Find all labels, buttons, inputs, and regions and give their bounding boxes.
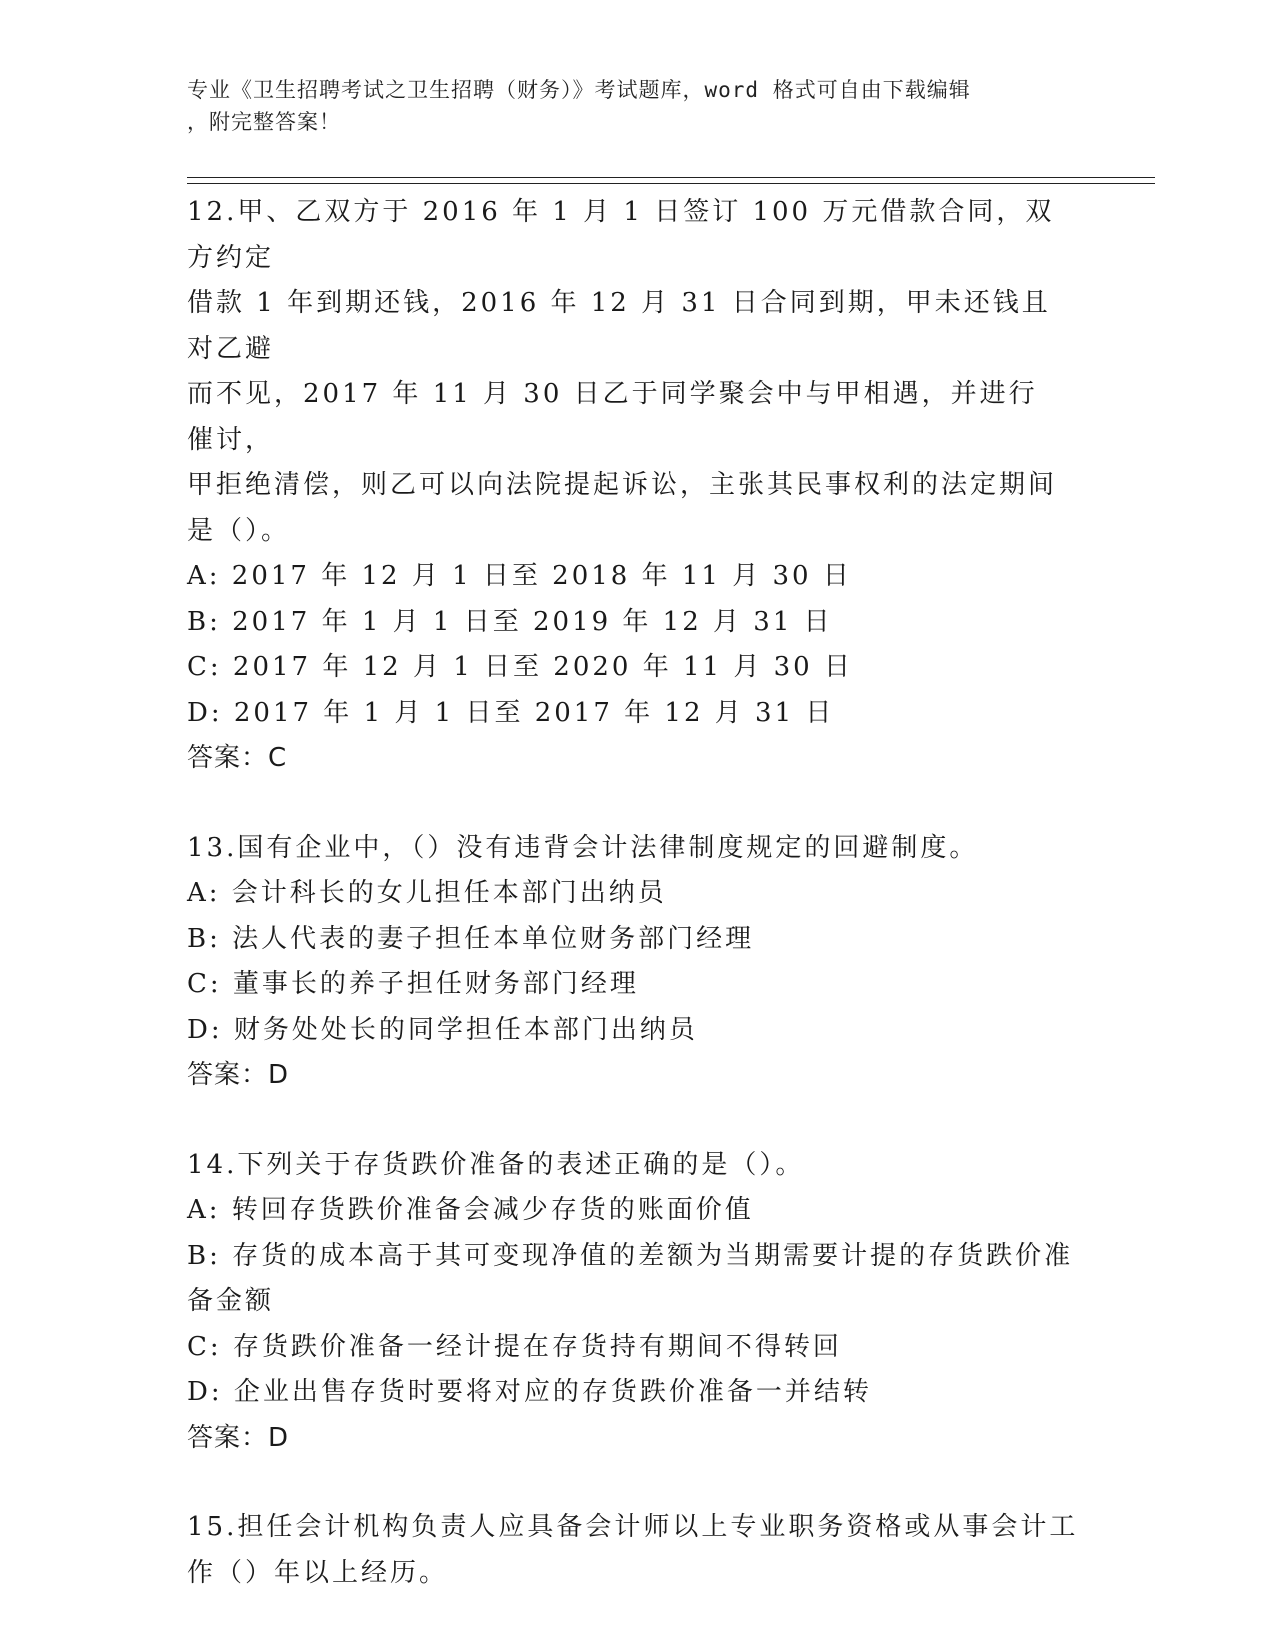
question-14-answer: 答案：D: [187, 1422, 290, 1453]
question-12-stem-line-2: 借款 1 年到期还钱，2016 年 12 月 31 日合同到期，甲未还钱且对乙避: [187, 288, 1051, 364]
question-14: [187, 1143, 1087, 1462]
question-12-option-a: A: 2017 年 12 月 1 日至 2018 年 11 月 30 日: [187, 561, 852, 591]
question-14-option-c: C: 存货跌价准备一经计提在存货持有期间不得转回: [187, 1331, 842, 1362]
question-13-answer: 答案：D: [187, 1060, 290, 1090]
question-12-stem-line-5: 是（）。: [187, 515, 291, 546]
question-15: [187, 1505, 1087, 1596]
question-13-option-c: C: 董事长的养子担任财务部门经理: [187, 969, 639, 999]
question-12-stem-line-4: 甲拒绝清偿，则乙可以向法院提起诉讼，主张其民事权利的法定期间: [187, 470, 1058, 500]
document-header: [187, 74, 1067, 138]
question-13: [187, 826, 1087, 1099]
question-12: [187, 190, 1087, 782]
question-14-stem-line-1: 14.下列关于存货跌价准备的表述正确的是（）。: [187, 1149, 805, 1180]
question-13-option-b: B: 法人代表的妻子担任本单位财务部门经理: [187, 923, 755, 954]
question-15-stem-line-2: 作（）年以上经历。: [187, 1557, 449, 1588]
question-12-option-d: D: 2017 年 1 月 1 日至 2017 年 12 月 31 日: [187, 697, 835, 728]
question-14-option-d: D: 企业出售存货时要将对应的存货跌价准备一并结转: [187, 1377, 872, 1407]
question-list: [187, 190, 1087, 1640]
question-13-option-d: D: 财务处处长的同学担任本部门出纳员: [187, 1014, 698, 1045]
question-12-stem-line-3: 而不见，2017 年 11 月 30 日乙于同学聚会中与甲相遇，并进行催讨，: [187, 379, 1038, 455]
question-12-answer: 答案：C: [187, 743, 288, 773]
question-14-option-a: A: 转回存货跌价准备会减少存货的账面价值: [187, 1195, 754, 1225]
header-divider-top: [187, 177, 1155, 178]
question-13-option-a: A: 会计科长的女儿担任本部门出纳员: [187, 878, 667, 908]
header-divider-bottom: [187, 183, 1155, 184]
question-15-stem-line-1: 15.担任会计机构负责人应具备会计师以上专业职务资格或从事会计工: [187, 1512, 1079, 1542]
header-line-1: 专业《卫生招聘考试之卫生招聘（财务）》考试题库，word 格式可自由下载编辑: [187, 78, 971, 102]
question-12-stem-line-1: 12.甲、乙双方于 2016 年 1 月 1 日签订 100 万元借款合同，双方约定: [187, 197, 1055, 273]
question-13-stem-line-1: 13.国有企业中，（）没有违背会计法律制度规定的回避制度。: [187, 832, 979, 863]
question-12-option-c: C: 2017 年 12 月 1 日至 2020 年 11 月 30 日: [187, 652, 853, 682]
question-14-option-b-line-1: B: 存货的成本高于其可变现净值的差额为当期需要计提的存货跌价准: [187, 1240, 1074, 1271]
question-14-option-b-line-2: 备金额: [187, 1286, 275, 1316]
header-line-2: ，附完整答案！: [187, 110, 341, 134]
question-12-option-b: B: 2017 年 1 月 1 日至 2019 年 12 月 31 日: [187, 606, 833, 637]
